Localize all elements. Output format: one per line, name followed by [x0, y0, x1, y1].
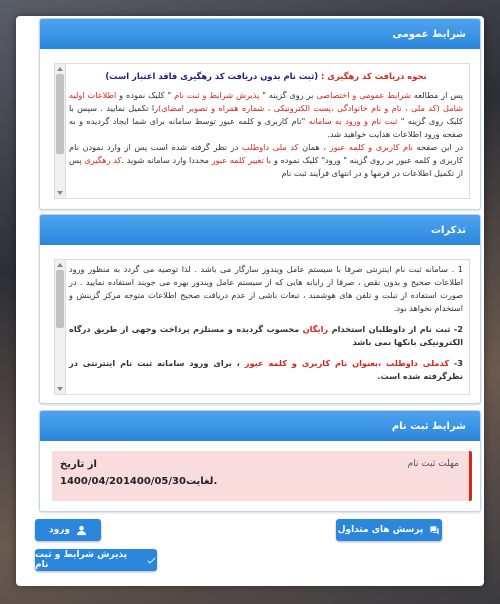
text-highlight: کد رهگیری [84, 155, 122, 165]
text-highlight: شرایط عمومی و اختصاصی [316, 90, 411, 100]
general-terms-content [69, 70, 463, 198]
notes-scrollbox[interactable] [54, 259, 470, 395]
deadline-label: مهلت ثبت نام [407, 459, 459, 469]
text-segment: مجددا وارد سامانه شوید . [121, 155, 212, 165]
text-segment: در این صفحه [412, 142, 464, 152]
text-highlight: کد ملی داوطلب [241, 142, 299, 152]
note-3 [69, 357, 463, 383]
general-terms-scrollbox[interactable] [54, 63, 470, 199]
note-2 [69, 323, 463, 349]
text-segment: پس از مطالعه [410, 90, 464, 100]
general-terms-panel [39, 18, 481, 210]
text-segment: را تکمیل نمایید . سپس با کلیک روی گزینه " [69, 103, 463, 126]
accept-register-button[interactable] [35, 549, 157, 571]
scroll-thumb[interactable] [56, 74, 64, 154]
faq-button-label: پرسش های متداول [337, 525, 424, 535]
tracking-code-heading [69, 70, 463, 83]
general-terms-title: شرایط عمومی [392, 28, 466, 40]
text-segment: پس از تکمیل اطلاعات در فرمها و در انتهای فرآیند ثبت نام [69, 155, 463, 178]
general-terms-scrollbar[interactable] [55, 64, 66, 198]
scroll-down-icon[interactable] [57, 387, 63, 391]
scroll-up-icon[interactable] [57, 263, 63, 267]
registration-panel [39, 410, 481, 512]
notes-header [40, 215, 480, 245]
heading-note: (ثبت نام بدون دریافت کد رهگیری فاقد اعتبار است) [105, 71, 319, 81]
scroll-up-icon[interactable] [57, 67, 63, 71]
text-segment: 2- ثبت نام از داوطلبان استخدام [328, 324, 463, 334]
date-range [60, 458, 260, 489]
notes-panel [39, 214, 481, 404]
text-highlight: اطلاعات اولیه شامل (کد ملی ، نام و نام خانوادگی ،پست الکترونیکی ، شماره همراه و تصویر امضای) [69, 90, 463, 113]
login-button[interactable] [35, 519, 101, 541]
text-segment: در نظر گرفته شده است پس از وارد نمودن نام کاربری و کلمه عبور بر روی گزینه " ورود" کلیک نموده و [69, 142, 463, 165]
general-terms-paragraph-2 [69, 141, 463, 180]
checkmark-icon [146, 555, 157, 566]
notes-title: تذکرات [430, 224, 466, 236]
from-label: از تاریخ [60, 459, 97, 470]
text-segment: ، برای ورود سامانه ثبت نام اینترنتی در نظرگرفته شده است. [69, 358, 463, 381]
user-icon [76, 525, 87, 536]
text-segment: بر روی گزینه " [259, 90, 317, 100]
chat-icon [429, 525, 440, 536]
notes-content [69, 263, 463, 394]
text-segment: "نام کاربری و کلمه عبور توسط سامانه برای شما ایجاد گردیده و به صفحه ورود اطلاعات هدایت خواهید شد. [69, 116, 463, 139]
text-highlight: با تغییر کلمه عبور [211, 155, 272, 165]
registration-alert [52, 451, 472, 501]
accept-register-button-label: پذیرش شرایط و ثبت نام [35, 550, 128, 570]
text-segment: 3- [448, 358, 463, 368]
scroll-thumb[interactable] [56, 270, 64, 328]
heading-label: نحوه دریافت کد رهگیری : [321, 71, 427, 81]
note-1: 1 . سامانه ثبت نام اینترنتی صرفا با سیستم عامل ویندوز سازگار می باشد . لذا توصیه می گردد به منظور ورود اطلاعات صحیح و بدون نقص ، صرفا از رایانه هایی که از سیستم عامل ویندوز بهره می جویند استفاده نمایید . در صورت استفاده از تبلت و تلفن های هوشمند ، تبعات ناشی از عدم دریافت صحیح اطلاعات متوجه مرکز گزینش و استخدام نخواهد بود. [69, 264, 463, 313]
general-terms-header [40, 19, 480, 49]
scroll-down-icon[interactable] [57, 191, 63, 195]
text-segment: محسوب گردیده و مستلزم پرداخت وجهی از طریق درگاه الکترونیکی بانکها نمی باشد [69, 324, 463, 347]
registration-header [40, 411, 480, 441]
text-segment: " کلیک نموده و [116, 90, 175, 100]
main-card [16, 16, 484, 586]
login-button-label: ورود [49, 525, 70, 535]
text-highlight: پذیرش شرایط و ثبت نام [174, 90, 260, 100]
text-highlight: کدملی داوطلب ،بعنوان نام کاربری و کلمه عبور [244, 358, 449, 368]
notes-scrollbar[interactable] [55, 260, 66, 394]
general-terms-paragraph-1 [69, 89, 463, 141]
text-highlight: نام کاربری و کلمه عبور [329, 142, 413, 152]
text-segment: ، همان [298, 142, 330, 152]
date-values: 1400/04/20لغایت1400/05/30. [60, 476, 218, 487]
text-highlight: رایگان [302, 324, 329, 334]
registration-title: شرایط ثبت نام [391, 420, 466, 432]
faq-button[interactable] [336, 519, 442, 541]
text-highlight: ثبت نام و ورود به سامانه [308, 116, 398, 126]
